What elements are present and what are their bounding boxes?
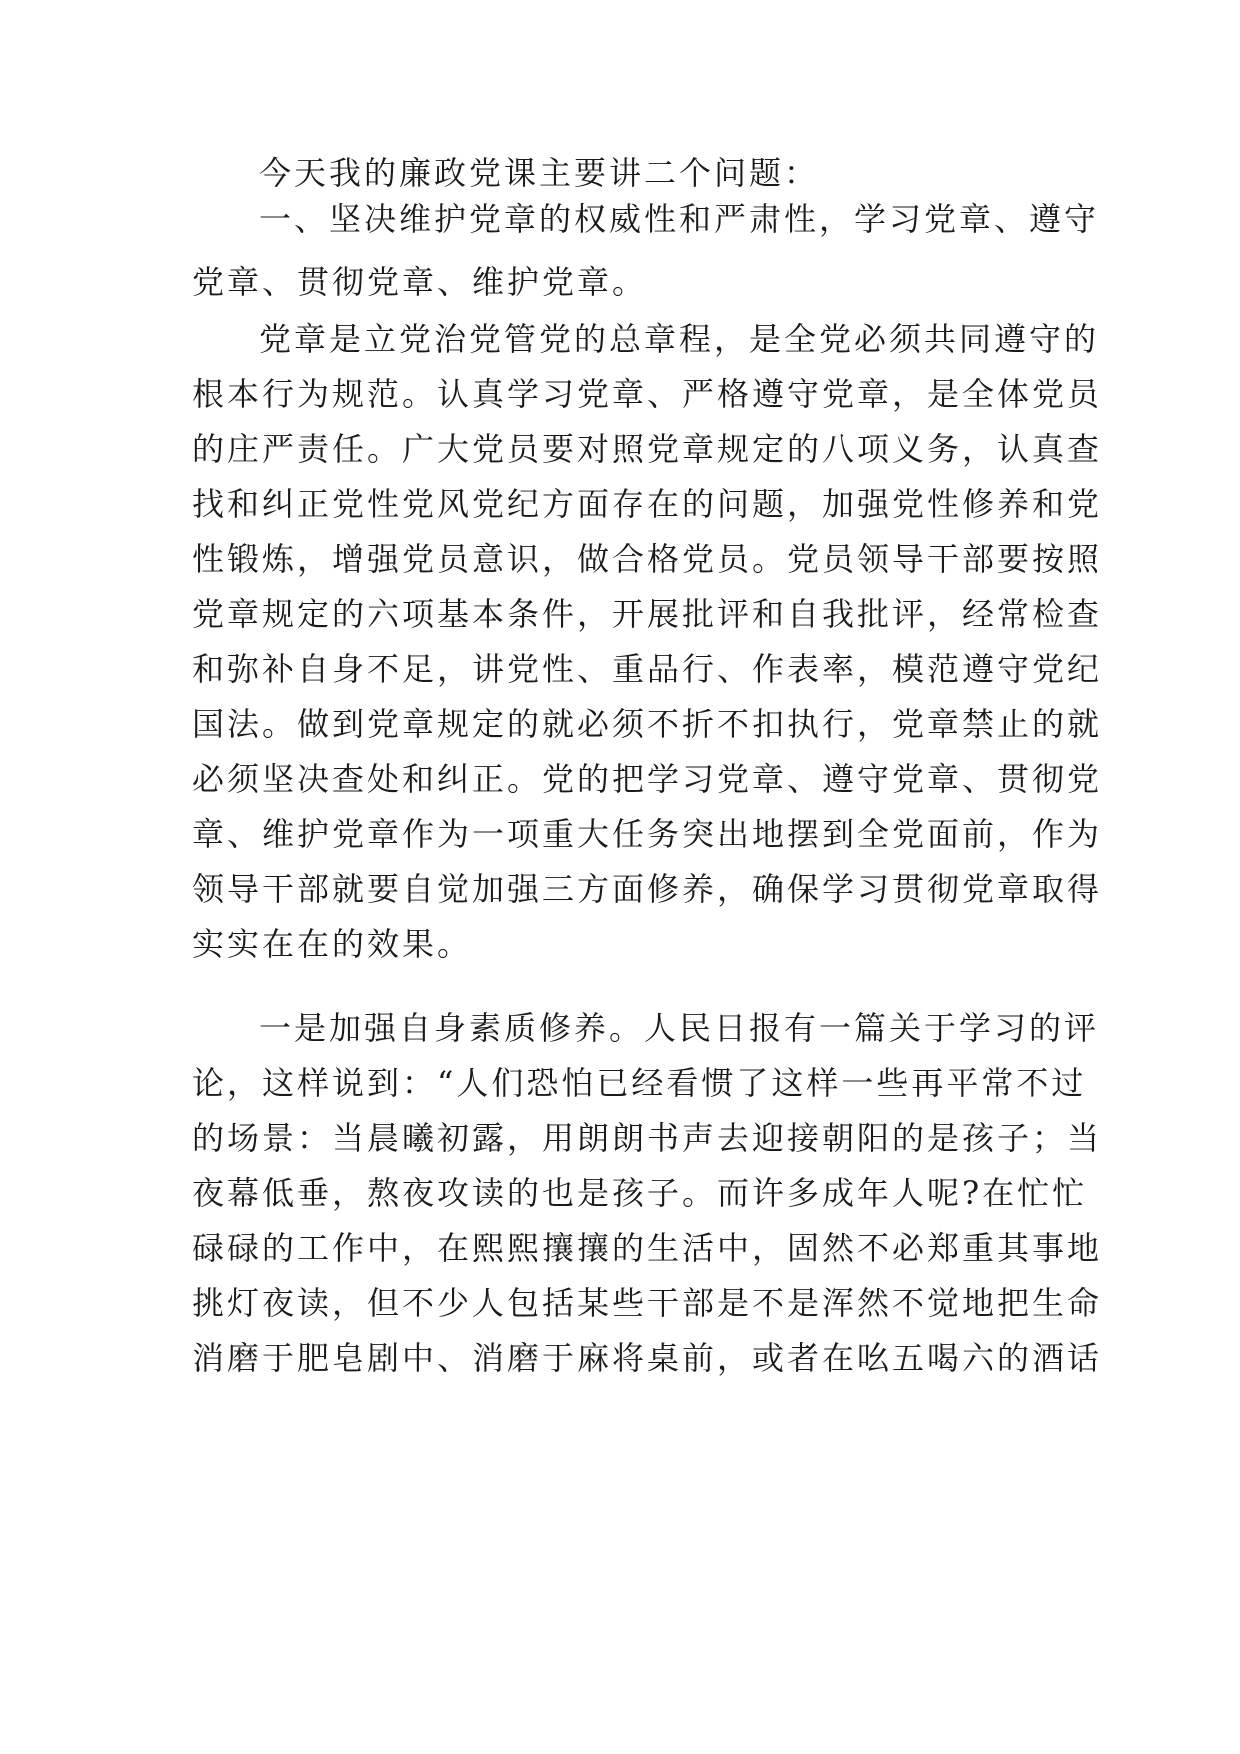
- paragraph-2-line: 碌碌的工作中，在熙熙攘攘的生活中，固然不必郑重其事地: [192, 1229, 1103, 1267]
- paragraph-1-line: 领导干部就要自觉加强三方面修养，确保学习贯彻党章取得: [192, 870, 1103, 908]
- paragraph-1-line: 的庄严责任。广大党员要对照党章规定的八项义务，认真查: [192, 430, 1103, 468]
- heading-line-2: 党章、贯彻党章、维护党章。: [192, 263, 648, 301]
- paragraph-2-line: 一是加强自身素质修养。人民日报有一篇关于学习的评: [259, 1009, 1100, 1047]
- paragraph-1-line: 必须坚决查处和纠正。党的把学习党章、遵守党章、贯彻党: [192, 760, 1103, 798]
- paragraph-1: [192, 312, 1103, 972]
- heading-line-1: 一、坚决维护党章的权威性和严肃性，学习党章、遵守: [259, 200, 1100, 238]
- section-heading: [192, 192, 1100, 310]
- paragraph-2: [192, 1001, 1103, 1386]
- paragraph-1-line: 找和纠正党性党风党纪方面存在的问题，加强党性修养和党: [192, 485, 1103, 523]
- paragraph-1-line: 章、维护党章作为一项重大任务突出地摆到全党面前，作为: [192, 815, 1103, 853]
- paragraph-1-line: 和弥补自身不足，讲党性、重品行、作表率，模范遵守党纪: [192, 650, 1103, 688]
- paragraph-2-line: 挑灯夜读，但不少人包括某些干部是不是浑然不觉地把生命: [192, 1284, 1103, 1322]
- paragraph-2-line: 的场景：当晨曦初露，用朗朗书声去迎接朝阳的是孩子；当: [192, 1119, 1103, 1157]
- paragraph-2-line: 论，这样说到：“人们恐怕已经看惯了这样一些再平常不过: [192, 1064, 1087, 1102]
- paragraph-1-line: 国法。做到党章规定的就必须不折不扣执行，党章禁止的就: [192, 705, 1103, 743]
- paragraph-1-line: 党章规定的六项基本条件，开展批评和自我批评，经常检查: [192, 595, 1103, 633]
- paragraph-1-line: 实实在在的效果。: [192, 925, 473, 963]
- paragraph-1-line: 党章是立党治党管党的总章程，是全党必须共同遵守的: [259, 320, 1100, 358]
- paragraph-1-line: 性锻炼，增强党员意识，做合格党员。党员领导干部要按照: [192, 540, 1103, 578]
- paragraph-2-line: 夜幕低垂，熬夜攻读的也是孩子。而许多成年人呢?在忙忙: [192, 1174, 1088, 1212]
- paragraph-2-line: 消磨于肥皂剧中、消磨于麻将桌前，或者在吆五喝六的酒话: [192, 1339, 1103, 1377]
- intro-text: 今天我的廉政党课主要讲二个问题：: [259, 154, 820, 192]
- paragraph-1-line: 根本行为规范。认真学习党章、严格遵守党章，是全体党员: [192, 375, 1103, 413]
